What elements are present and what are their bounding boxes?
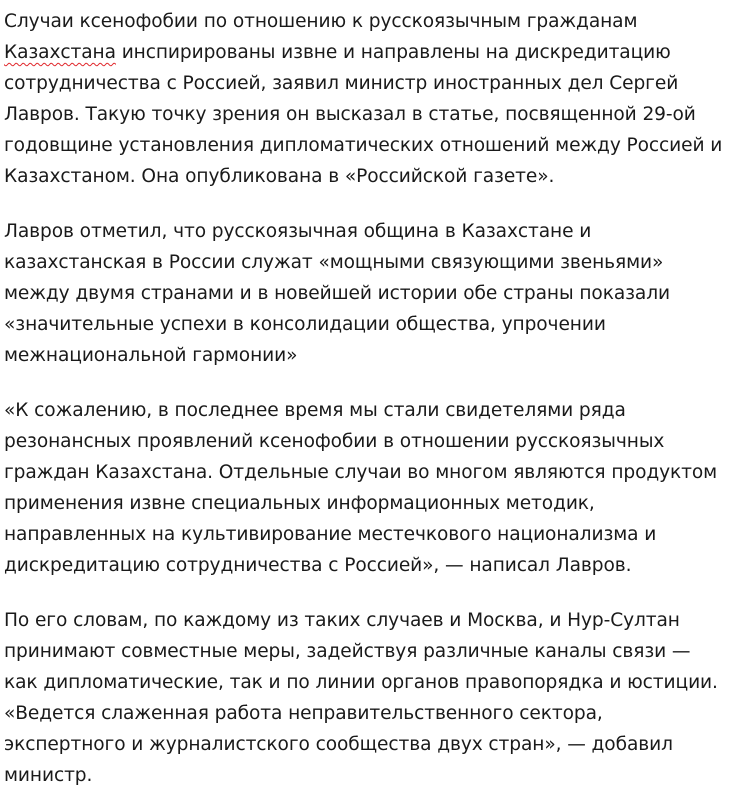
paragraph-3: «К сожалению, в последнее время мы стали свидетелями ряда резонансных проявлений ксенофобии в отношении русскоязычных граждан Казахстана. Отдельные случаи во многом являются продуктом применения извне специальных информационных методик, направленных на культивирование местечкового национализма и дискредитацию сотрудничества с Россией», — написал Лавров. xyxy=(4,400,718,576)
paragraph-1 xyxy=(4,6,723,192)
paragraph-1-lead: Случаи ксенофобии по отношению к русскоязычным гражданам xyxy=(4,11,638,32)
paragraph-4: По его словам, по каждому из таких случаев и Москва, и Нур-Султан принимают совместные меры, задействуя различные каналы связи — как дипломатические, так и по линии органов правопорядка и юстиции. «Ведется слаженная работа неправительственного сектора, экспертного и журналистского сообщества двух стран», — добавил министр. xyxy=(4,610,718,786)
spellcheck-flagged-word[interactable]: Казахстана xyxy=(4,42,116,63)
paragraph-2: Лавров отметил, что русскоязычная община в Казахстане и казахстанская в России служат «мощными связующими звеньями» между двумя странами и в новейшей истории обе страны показали «значительные успехи в консолидации общества, упрочении межнациональной гармонии» xyxy=(4,221,670,366)
paragraph-1-rest: инспирированы извне и направлены на дискредитацию сотрудничества с Россией, заявил министр иностранных дел Сергей Лавров. Такую точку зрения он высказал в статье, посвященной 29-ой годовщине установления дипломатических отношений между Россией и Казахстаном. Она опубликована в «Российской газете». xyxy=(4,42,723,187)
